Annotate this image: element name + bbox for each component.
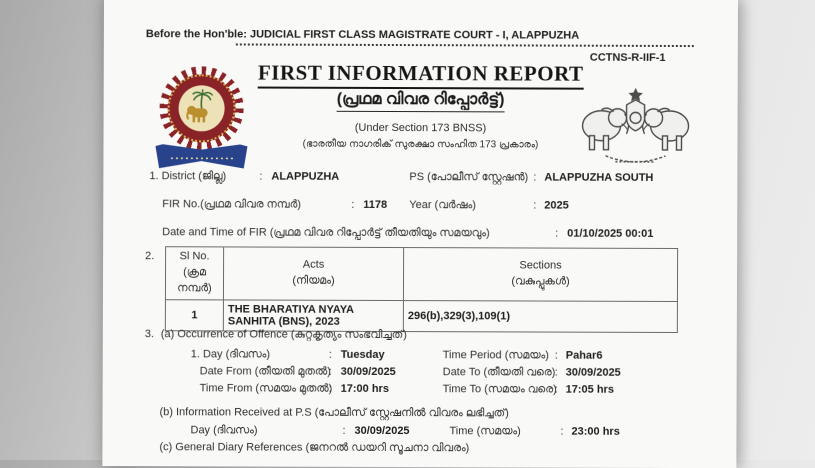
- colon: [555, 367, 558, 379]
- colon: [329, 366, 332, 378]
- year-label: Year (വർഷം): [409, 199, 476, 212]
- datefrom-dateto-row: [103, 365, 737, 381]
- info-day-value: 30/09/2025: [354, 424, 410, 438]
- gd-references-heading-row: [102, 441, 736, 457]
- under-section-line: (Under Section 173 BNSS): [354, 121, 487, 135]
- time-to-value: 17:05 hrs: [565, 383, 614, 396]
- report-title: FIRST INFORMATION REPORT: [258, 61, 584, 90]
- report-title-malayalam: (പ്രഥമ വിവര റിപ്പോർട്ട്): [337, 91, 505, 113]
- date-to-label: Date To (തീയതി വരെ): [442, 366, 556, 379]
- section3-number: 3.: [144, 328, 155, 341]
- emblem-core: [179, 85, 225, 131]
- day-value: Tuesday: [340, 348, 385, 361]
- occurrence-heading-row: [103, 328, 737, 344]
- kerala-police-emblem-icon: [147, 60, 251, 170]
- year-value: 2025: [544, 199, 569, 212]
- slno-header-en: Sl No.: [179, 250, 210, 263]
- info-time-label: Time (സമയം): [449, 425, 521, 438]
- time-from-label: Time From (സമയം മുതൽ): [199, 382, 333, 395]
- date-to-value: 30/09/2025: [565, 366, 621, 379]
- colon: [555, 384, 558, 396]
- info-received-heading-row: [103, 406, 737, 422]
- sections-header-ml: (വകുപ്പുകൾ): [511, 275, 570, 288]
- firno-year-row: [103, 198, 737, 214]
- colon: [259, 171, 262, 183]
- table-row: [165, 300, 677, 333]
- info-time-value: 23:00 hrs: [571, 425, 620, 438]
- form-code: CCTNS-R-IIF-1: [589, 51, 666, 64]
- court-header-line: [146, 28, 579, 42]
- emblem-ribbon-text-dots: [169, 156, 233, 161]
- fir-datetime-row: [103, 226, 737, 242]
- colon: [560, 426, 563, 438]
- time-period-label: Time Period (സമയം): [442, 349, 549, 362]
- sections-cell: 296(b),329(3),109(1): [403, 300, 677, 332]
- section2-number: 2.: [145, 250, 155, 263]
- section1-number-and-district-label: [149, 170, 226, 183]
- slno-cell: 1: [165, 300, 223, 331]
- section1-number: 1.: [149, 170, 159, 183]
- act-cell: THE BHARATIYA NYAYA SANHITA (BNS), 2023: [223, 300, 403, 332]
- colon: [351, 199, 354, 211]
- date-from-value: 30/09/2025: [340, 365, 396, 379]
- palm-and-elephant-icon: [182, 86, 222, 130]
- gd-references-heading: (c) General Diary References (ജനറൽ ഡയറി സൂചനാ വിവരം): [159, 441, 470, 455]
- colon: [555, 228, 558, 240]
- ps-label: PS (പോലീസ് സ്റ്റേഷൻ): [409, 171, 529, 184]
- district-value: ALAPPUZHA: [271, 170, 340, 183]
- kerala-government-emblem-icon: [571, 78, 699, 168]
- occurrence-heading: (a) Occurrence of Offence (കുറ്റകൃത്യം സംഭവിച്ചത്): [160, 328, 407, 342]
- timefrom-timeto-row: [103, 382, 737, 398]
- colon: [533, 199, 536, 211]
- fir-datetime-value: 01/10/2025 00:01: [567, 227, 654, 240]
- info-day-label: Day (ദിവസം): [190, 424, 258, 437]
- court-name: JUDICIAL FIRST CLASS MAGISTRATE COURT - I, ALAPPUZHA: [249, 28, 580, 42]
- time-from-value: 17:00 hrs: [340, 382, 389, 395]
- col-header-slno: [165, 247, 223, 300]
- time-period-value: Pahar6: [565, 349, 603, 362]
- fir-datetime-label: Date and Time of FIR (പ്രഥമ വിവര റിപ്പോർട്ട് തീയതിയും സമയവും): [162, 226, 490, 240]
- colon: [533, 171, 536, 183]
- colon: [329, 349, 332, 361]
- fir-no-value: 1178: [363, 198, 388, 211]
- before-honble-label: Before the Hon'ble:: [145, 28, 247, 41]
- col-header-sections: [403, 248, 677, 302]
- acts-header-en: Acts: [302, 258, 325, 271]
- acts-sections-table: [165, 246, 678, 333]
- dotted-underline: [236, 43, 694, 47]
- day-period-row: [103, 348, 737, 364]
- district-label: District (ജില്ല): [161, 170, 227, 183]
- col-header-acts: [223, 247, 403, 300]
- sections-header-en: Sections: [519, 259, 562, 272]
- under-section-line-malayalam: (ഭാരതീയ നാഗരിക് സുരക്ഷാ സംഹിത 173 പ്രകാരം): [302, 138, 539, 151]
- colon: [329, 383, 332, 395]
- colon: [342, 425, 345, 437]
- time-to-label: Time To (സമയം വരെ): [442, 383, 557, 396]
- colon: [555, 350, 558, 362]
- fir-document-page: [102, 0, 738, 468]
- ps-value: ALAPPUZHA SOUTH: [544, 171, 654, 184]
- acts-header-ml: (നിയമം): [292, 274, 335, 287]
- fir-no-label: FIR No.(പ്രഥമ വിവര നമ്പർ): [162, 198, 301, 211]
- date-from-label: Date From (തീയതി മുതൽ): [199, 365, 331, 378]
- info-received-heading: (b) Information Received at P.S (പോലീസ് സ്റ്റേഷനിൽ വിവരം ലഭിച്ചത്): [159, 406, 509, 420]
- slno-header-ml: (ക്രമ നമ്പർ): [177, 266, 212, 295]
- info-received-day-time-row: [102, 424, 736, 440]
- table-header-row: [165, 247, 677, 302]
- district-ps-row: [103, 170, 737, 186]
- day-label: 1. Day (ദിവസം): [190, 348, 271, 361]
